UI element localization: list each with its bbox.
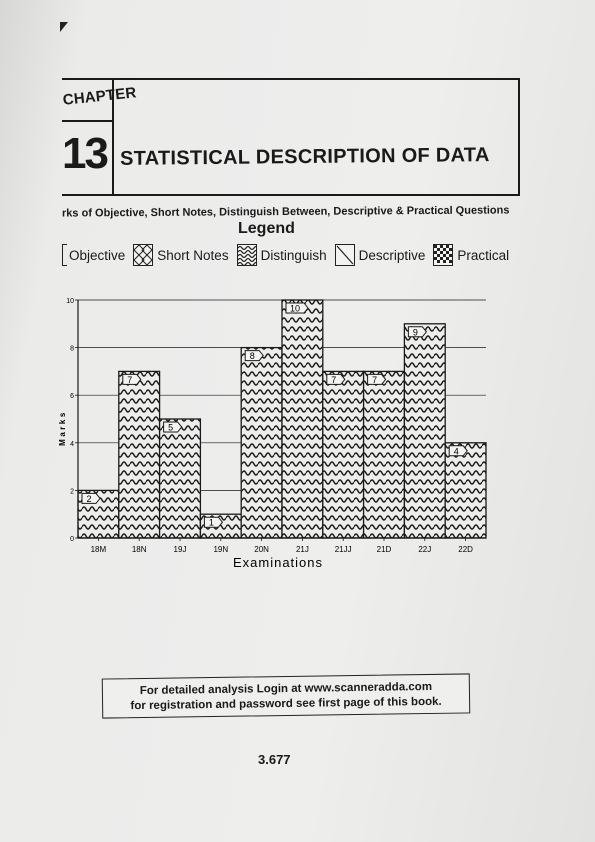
legend-label-objective: Objective: [69, 247, 126, 263]
x-tick-21J: 21J: [295, 545, 309, 554]
x-tick-19J: 19J: [173, 545, 187, 554]
data-label-18M: 2: [86, 493, 92, 504]
bars: [78, 300, 486, 538]
legend-swatch-practical: [433, 244, 453, 266]
data-label-20N: 8: [249, 351, 255, 362]
y-tick-10: 10: [66, 298, 74, 305]
info-note: [102, 673, 471, 718]
chapter-label: CHAPTER: [62, 84, 138, 109]
corner-mark: [60, 22, 68, 32]
x-tick-18M: 18M: [90, 545, 107, 554]
chapter-title: STATISTICAL DESCRIPTION OF DATA: [119, 144, 490, 170]
x-tick-22J: 22J: [418, 545, 432, 554]
legend-item-practical: [433, 244, 509, 266]
x-tick-21D: 21D: [376, 545, 392, 554]
data-label-22J: 9: [412, 327, 418, 338]
y-tick-8: 8: [70, 345, 74, 353]
data-label-21J: 10: [289, 303, 301, 314]
legend-item-distinguish: [237, 244, 327, 266]
bar-22D: [445, 443, 486, 538]
data-label-19N: 1: [208, 517, 214, 528]
chart-subtitle: rks of Objective, Short Notes, Distinguish Between, Descriptive & Practical Questions: [61, 204, 510, 220]
x-tick-22D: 22D: [458, 545, 473, 554]
note-line-2: for registration and password see first page of this book.: [130, 695, 442, 713]
y-tick-0: 0: [70, 536, 74, 543]
chapter-number: 13: [62, 129, 107, 178]
y-axis-label: Marks: [58, 410, 67, 446]
data-label-19J: 5: [168, 422, 174, 433]
page-number: 3.677: [258, 752, 291, 767]
x-tick-20N: 20N: [254, 545, 269, 554]
bar-20N: [241, 348, 282, 538]
legend-label-distinguish: Distinguish: [260, 247, 327, 263]
bar-19J: [160, 419, 201, 538]
data-label-21JJ: 7: [331, 374, 337, 385]
y-tick-2: 2: [70, 488, 74, 496]
bar-21J: [282, 300, 323, 538]
legend-label-descriptive: Descriptive: [358, 247, 426, 263]
bar-21JJ: [323, 371, 364, 538]
legend-title: Legend: [238, 220, 295, 237]
bar-18N: [119, 371, 160, 538]
legend-swatch-distinguish: [237, 244, 257, 266]
y-tick-4: 4: [70, 440, 74, 448]
legend-swatch-short-notes: [133, 244, 153, 266]
x-axis-label: Examinations: [232, 555, 324, 570]
chapter-box-divider: [62, 120, 112, 122]
legend-item-objective: [62, 244, 125, 266]
y-tick-6: 6: [70, 393, 74, 401]
legend-label-practical: Practical: [457, 247, 510, 263]
bar-22J: [404, 324, 445, 538]
note-line-1: For detailed analysis Login at www.scanneradda.com: [139, 680, 433, 698]
legend-label-short-notes: Short Notes: [157, 247, 229, 263]
data-label-18N: 7: [127, 374, 133, 385]
data-label-22D: 4: [453, 446, 459, 457]
legend: [62, 244, 517, 266]
legend-swatch-objective: [62, 244, 67, 266]
legend-item-descriptive: [335, 244, 426, 266]
x-tick-18N: 18N: [131, 545, 147, 554]
bar-chart: [50, 288, 500, 578]
x-tick-19N: 19N: [213, 545, 229, 554]
data-label-21D: 7: [372, 374, 378, 385]
bar-21D: [364, 371, 405, 538]
legend-swatch-descriptive: [335, 244, 355, 266]
x-tick-21JJ: 21JJ: [334, 545, 352, 554]
legend-item-short-notes: [133, 244, 228, 266]
